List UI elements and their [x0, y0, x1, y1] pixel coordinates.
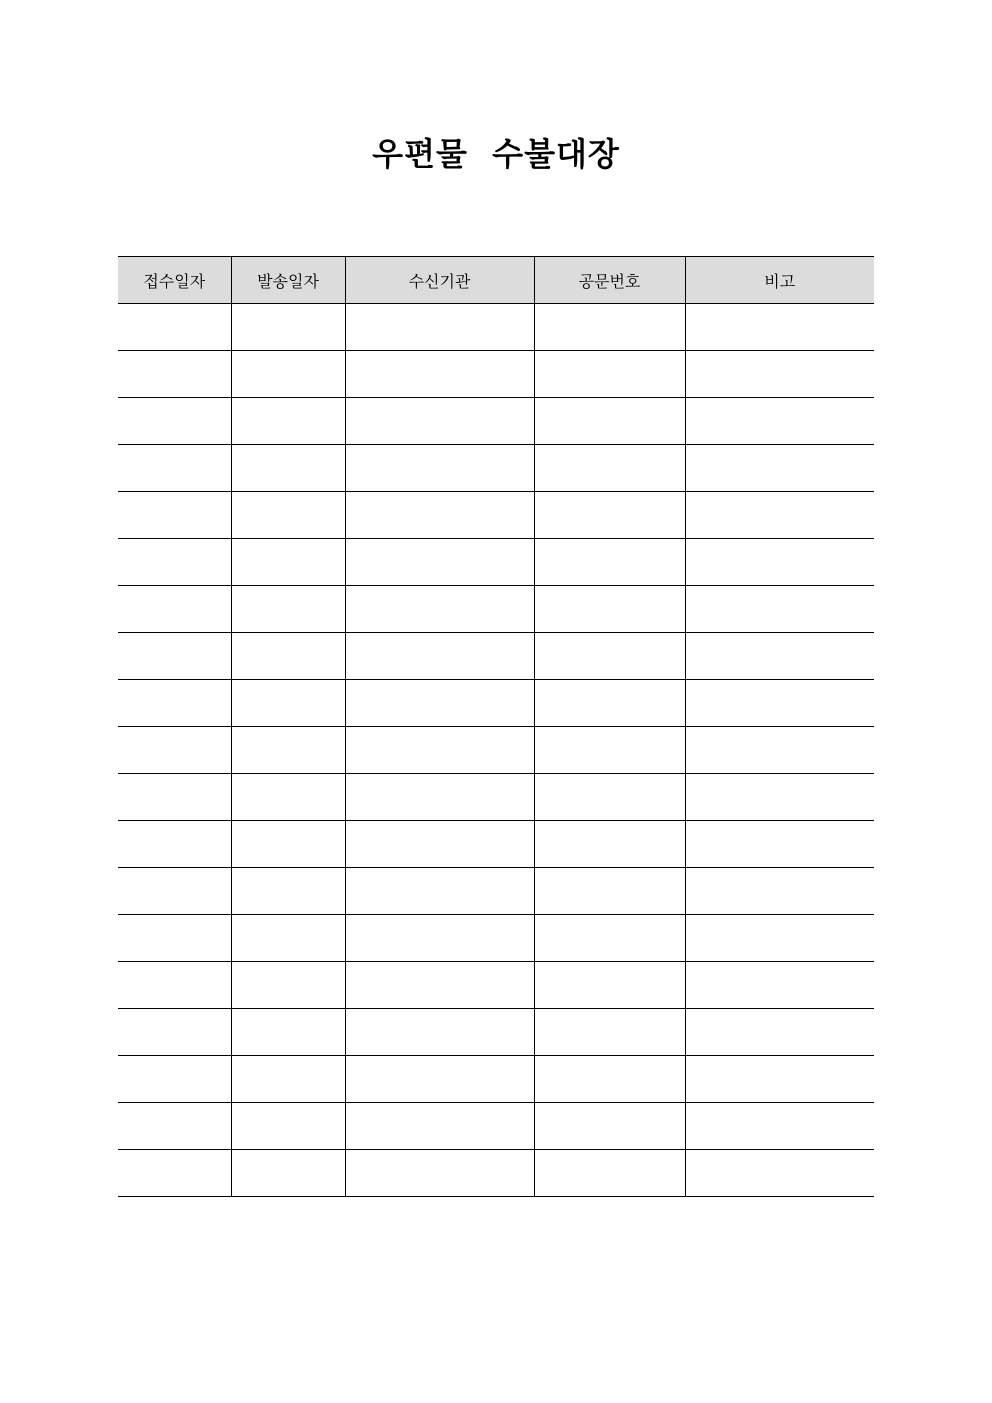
receipt-date-cell[interactable] [118, 586, 231, 633]
receipt-date-cell[interactable] [118, 962, 231, 1009]
recipient-agency-cell[interactable] [345, 351, 534, 398]
remarks-cell[interactable] [685, 1009, 874, 1056]
recipient-agency-cell[interactable] [345, 304, 534, 351]
table-row [118, 821, 874, 868]
dispatch-date-cell[interactable] [231, 868, 345, 915]
receipt-date-cell[interactable] [118, 492, 231, 539]
document-number-cell[interactable] [534, 445, 685, 492]
remarks-cell[interactable] [685, 868, 874, 915]
dispatch-date-cell[interactable] [231, 1150, 345, 1197]
table-row [118, 586, 874, 633]
document-number-cell[interactable] [534, 727, 685, 774]
document-number-cell[interactable] [534, 1056, 685, 1103]
document-number-cell[interactable] [534, 962, 685, 1009]
dispatch-date-cell[interactable] [231, 821, 345, 868]
table-row [118, 351, 874, 398]
mail-ledger-table [118, 256, 874, 1197]
remarks-cell[interactable] [685, 398, 874, 445]
receipt-date-cell[interactable] [118, 727, 231, 774]
table-row [118, 1056, 874, 1103]
receipt-date-cell[interactable] [118, 304, 231, 351]
dispatch-date-cell[interactable] [231, 962, 345, 1009]
dispatch-date-cell[interactable] [231, 680, 345, 727]
dispatch-date-cell[interactable] [231, 445, 345, 492]
receipt-date-cell[interactable] [118, 868, 231, 915]
dispatch-date-cell[interactable] [231, 586, 345, 633]
table-row [118, 1009, 874, 1056]
receipt-date-cell[interactable] [118, 915, 231, 962]
dispatch-date-cell[interactable] [231, 1056, 345, 1103]
receipt-date-cell[interactable] [118, 680, 231, 727]
document-number-cell[interactable] [534, 586, 685, 633]
recipient-agency-cell[interactable] [345, 727, 534, 774]
recipient-agency-cell[interactable] [345, 1103, 534, 1150]
remarks-cell[interactable] [685, 1056, 874, 1103]
recipient-agency-cell[interactable] [345, 1009, 534, 1056]
remarks-cell[interactable] [685, 821, 874, 868]
table-row [118, 1150, 874, 1197]
receipt-date-cell[interactable] [118, 351, 231, 398]
dispatch-date-cell[interactable] [231, 1103, 345, 1150]
page-title: 우편물 수불대장 [372, 135, 620, 173]
recipient-agency-cell[interactable] [345, 774, 534, 821]
receipt-date-cell[interactable] [118, 398, 231, 445]
table-row [118, 774, 874, 821]
receipt-date-cell[interactable] [118, 1009, 231, 1056]
header-row [118, 257, 874, 304]
dispatch-date-cell[interactable] [231, 915, 345, 962]
document-number-cell[interactable] [534, 304, 685, 351]
remarks-cell[interactable] [685, 727, 874, 774]
dispatch-date-cell[interactable] [231, 351, 345, 398]
dispatch-date-cell[interactable] [231, 398, 345, 445]
receipt-date-cell[interactable] [118, 633, 231, 680]
table-row [118, 633, 874, 680]
table-row [118, 1103, 874, 1150]
dispatch-date-cell[interactable] [231, 539, 345, 586]
receipt-date-cell[interactable] [118, 774, 231, 821]
remarks-cell[interactable] [685, 915, 874, 962]
document-number-cell[interactable] [534, 774, 685, 821]
remarks-cell[interactable] [685, 304, 874, 351]
recipient-agency-cell[interactable] [345, 915, 534, 962]
document-number-cell[interactable] [534, 539, 685, 586]
receipt-date-cell[interactable] [118, 445, 231, 492]
receipt-date-cell[interactable] [118, 821, 231, 868]
document-number-cell[interactable] [534, 398, 685, 445]
remarks-cell[interactable] [685, 633, 874, 680]
recipient-agency-cell[interactable] [345, 539, 534, 586]
recipient-agency-cell[interactable] [345, 868, 534, 915]
remarks-cell[interactable] [685, 445, 874, 492]
table-row [118, 398, 874, 445]
dispatch-date-cell[interactable] [231, 304, 345, 351]
remarks-cell[interactable] [685, 351, 874, 398]
recipient-agency-cell[interactable] [345, 821, 534, 868]
remarks-cell[interactable] [685, 680, 874, 727]
remarks-cell[interactable] [685, 1150, 874, 1197]
header-dispatch-date: 발송일자 [231, 257, 345, 304]
document-number-cell[interactable] [534, 821, 685, 868]
document-number-cell[interactable] [534, 1150, 685, 1197]
recipient-agency-cell[interactable] [345, 445, 534, 492]
document-number-cell[interactable] [534, 868, 685, 915]
remarks-cell[interactable] [685, 539, 874, 586]
header-recipient-agency: 수신기관 [345, 257, 534, 304]
recipient-agency-cell[interactable] [345, 680, 534, 727]
document-number-cell[interactable] [534, 1009, 685, 1056]
document-number-cell[interactable] [534, 351, 685, 398]
document-number-cell[interactable] [534, 633, 685, 680]
dispatch-date-cell[interactable] [231, 774, 345, 821]
recipient-agency-cell[interactable] [345, 1150, 534, 1197]
recipient-agency-cell[interactable] [345, 398, 534, 445]
table-row [118, 868, 874, 915]
dispatch-date-cell[interactable] [231, 633, 345, 680]
receipt-date-cell[interactable] [118, 1150, 231, 1197]
remarks-cell[interactable] [685, 492, 874, 539]
table-body [118, 304, 874, 1197]
document-number-cell[interactable] [534, 1103, 685, 1150]
recipient-agency-cell[interactable] [345, 492, 534, 539]
table-row [118, 492, 874, 539]
header-receipt-date: 접수일자 [118, 257, 231, 304]
document-number-cell[interactable] [534, 492, 685, 539]
remarks-cell[interactable] [685, 1103, 874, 1150]
table-row [118, 445, 874, 492]
table-row [118, 539, 874, 586]
recipient-agency-cell[interactable] [345, 962, 534, 1009]
table-row [118, 304, 874, 351]
recipient-agency-cell[interactable] [345, 586, 534, 633]
document-number-cell[interactable] [534, 915, 685, 962]
remarks-cell[interactable] [685, 962, 874, 1009]
remarks-cell[interactable] [685, 586, 874, 633]
table-row [118, 727, 874, 774]
recipient-agency-cell[interactable] [345, 633, 534, 680]
table-row [118, 680, 874, 727]
recipient-agency-cell[interactable] [345, 1056, 534, 1103]
table-row [118, 962, 874, 1009]
document-number-cell[interactable] [534, 680, 685, 727]
header-document-number: 공문번호 [534, 257, 685, 304]
receipt-date-cell[interactable] [118, 1103, 231, 1150]
dispatch-date-cell[interactable] [231, 1009, 345, 1056]
table-header [118, 257, 874, 304]
table-row [118, 915, 874, 962]
dispatch-date-cell[interactable] [231, 727, 345, 774]
receipt-date-cell[interactable] [118, 1056, 231, 1103]
header-remarks: 비고 [685, 257, 874, 304]
receipt-date-cell[interactable] [118, 539, 231, 586]
remarks-cell[interactable] [685, 774, 874, 821]
dispatch-date-cell[interactable] [231, 492, 345, 539]
